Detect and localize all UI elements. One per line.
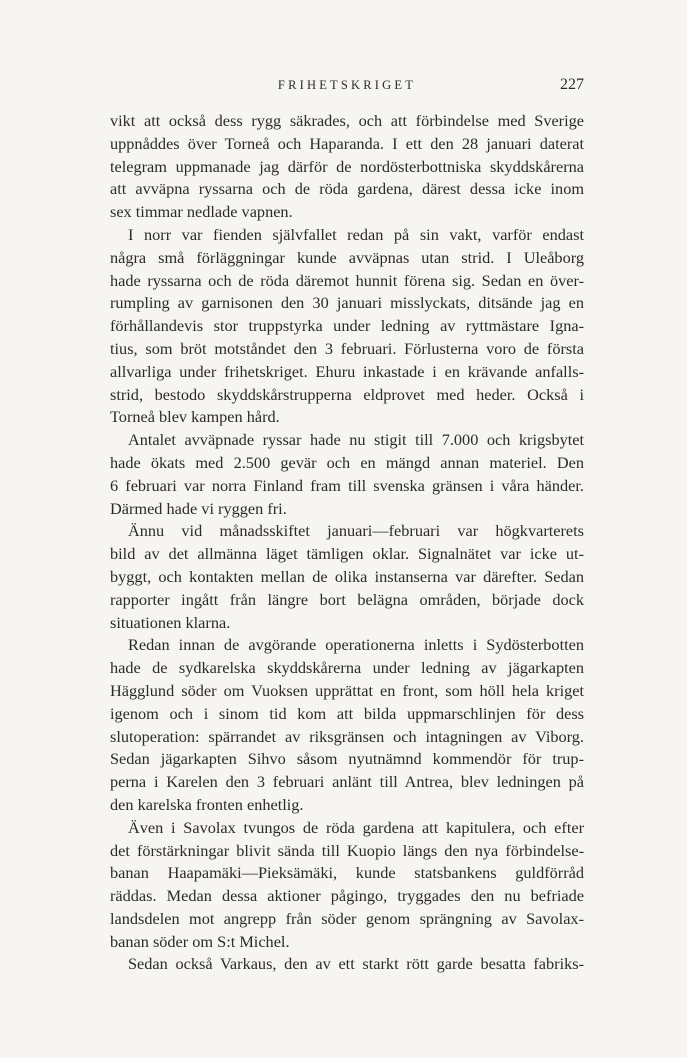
- text-line: det förstärkningar blivit sända till Kuopio längs den nya förbindelse-: [110, 840, 584, 860]
- text-line: Redan innan de avgörande operationerna inletts i Sydösterbotten: [128, 635, 584, 655]
- paragraph: [110, 429, 584, 520]
- page-header: [110, 74, 584, 96]
- text-line: tius, som bröt motståndet den 3 februari. Förlusterna voro de första: [110, 338, 584, 358]
- text-line: situationen klarna.: [110, 612, 231, 632]
- text-line: hade ökats med 2.500 gevär och en mängd annan materiel. Den: [110, 452, 584, 472]
- text-line: telegram uppmanade jag därför de nordösterbottniska skyddskårerna: [110, 156, 584, 176]
- text-line: rapporter ingått från längre bort belägna områden, började dock: [110, 589, 584, 609]
- running-head: FRIHETSKRIGET: [277, 78, 417, 92]
- text-line: slutoperation: spärrandet av riksgränsen och intagningen av Viborg.: [110, 726, 584, 746]
- text-line: sex timmar nedlade vapnen.: [110, 202, 293, 222]
- paragraph: [110, 520, 584, 634]
- text-line: Sedan jägarkapten Sihvo såsom nyutnämnd kommendör för trup-: [110, 749, 584, 769]
- text-line: att avväpna ryssarna och de röda gardena, därest dessa icke inom: [110, 179, 584, 199]
- paragraph: [110, 817, 584, 954]
- text-line: Även i Savolax tvungos de röda gardena att kapitulera, och efter: [128, 817, 584, 837]
- text-line: Därmed hade vi ryggen fri.: [110, 498, 287, 518]
- text-line: allvarliga under frihetskriget. Ehuru inkastade i en krävande anfalls-: [110, 361, 584, 381]
- text-line: Sedan också Varkaus, den av ett starkt rött garde besatta fabriks-: [128, 954, 584, 974]
- text-line: banan söder om S:t Michel.: [110, 931, 290, 951]
- text-line: hade de sydkarelska skyddskårerna under ledning av jägarkapten: [110, 658, 584, 678]
- text-line: några små förläggningar kunde avväpnas utan strid. I Uleåborg: [110, 247, 584, 267]
- paragraph: [110, 953, 584, 976]
- text-line: I norr var fienden självfallet redan på sin vakt, varför endast: [128, 224, 584, 244]
- text-line: hade ryssarna och de röda däremot hunnit förena sig. Sedan en över-: [110, 270, 584, 290]
- text-line: byggt, och kontakten mellan de olika instanserna var därefter. Sedan: [110, 566, 584, 586]
- text-line: banan Haapamäki—Pieksämäki, kunde statsbankens guldförråd: [110, 863, 584, 883]
- text-line: igenom och i sinom tid kom att bilda uppmarschlinjen för dess: [110, 703, 584, 723]
- page-number: 227: [560, 76, 584, 93]
- text-line: Hägglund söder om Vuoksen upprättat en front, som höll hela kriget: [110, 680, 584, 700]
- text-line: strid, bestodo skyddskårstrupperna eldprovet med heder. Också i: [110, 384, 584, 404]
- text-line: perna i Karelen den 3 februari anlänt till Antrea, blev ledningen på: [110, 772, 584, 792]
- text-line: Ännu vid månadsskiftet januari—februari var högkvarterets: [128, 521, 584, 541]
- text-line: bild av det allmänna läget tämligen oklar. Signalnätet var icke ut-: [110, 544, 584, 564]
- paragraph: [110, 224, 584, 429]
- text-line: Antalet avväpnade ryssar hade nu stigit till 7.000 och krigsbytet: [128, 430, 584, 450]
- text-line: Torneå blev kampen hård.: [110, 407, 280, 427]
- paragraph: [110, 634, 584, 816]
- text-line: den karelska fronten enhetlig.: [110, 794, 304, 814]
- text-line: 6 februari var norra Finland fram till svenska gränsen i våra händer.: [110, 475, 584, 495]
- text-line: uppnåddes över Torneå och Haparanda. I ett den 28 januari daterat: [110, 133, 584, 153]
- text-line: räddas. Medan dessa aktioner pågingo, tryggades den nu befriade: [110, 886, 584, 906]
- text-line: rumpling av garnisonen den 30 januari misslyckats, ditsände jag en: [110, 293, 584, 313]
- text-line: förhållandevis stor truppstyrka under ledning av ryttmästare Igna-: [110, 316, 584, 336]
- text-line: landsdelen mot angrepp från söder genom sprängning av Savolax-: [110, 908, 584, 928]
- text-line: vikt att också dess rygg säkrades, och att förbindelse med Sverige: [110, 111, 584, 130]
- paragraph: [110, 110, 584, 224]
- body-text: [110, 110, 584, 976]
